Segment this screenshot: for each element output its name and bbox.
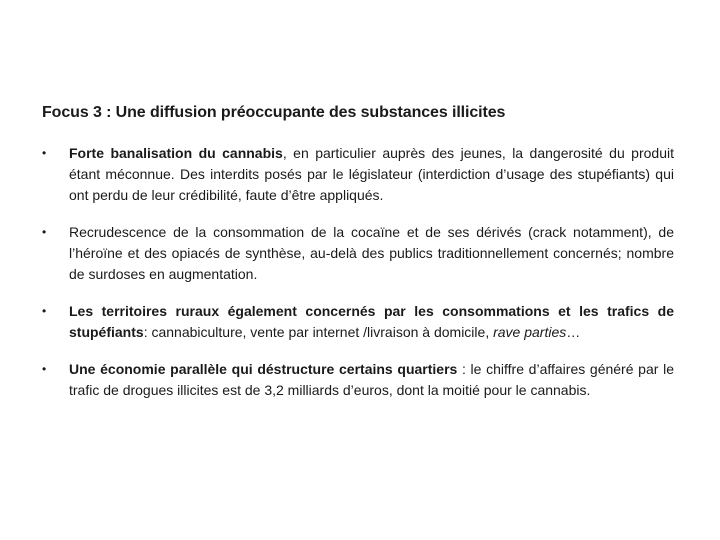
bullet-lead: Les territoires ruraux également concernés par les consommations et les trafics de stupéfiants (69, 303, 674, 340)
bullet-text (69, 222, 674, 285)
bullet-italic: rave parties (493, 324, 567, 340)
bullet-text (69, 143, 674, 206)
bullet-tail: … (566, 324, 581, 340)
bullet-body: , en particulier auprès des jeunes, la dangerosité du produit étant méconnue. Des interdits posés par le législateur (interdiction d’usage des stupéfiants) qui ont perdu de leur crédibilité, faute d’être appliqués. (69, 145, 674, 203)
bullet-body: Recrudescence de la consommation de la cocaïne et de ses dérivés (crack notamment), de l’héroïne et des opiacés de synthèse, au-delà des publics traditionnellement concernés; nombre de surdoses en augmentation. (69, 224, 674, 282)
bullet-item-1 (42, 143, 674, 206)
bullet-lead: Forte banalisation du cannabis (69, 145, 283, 161)
slide-title: Focus 3 : Une diffusion préoccupante des substances illicites (42, 104, 506, 121)
bullet-icon: • (42, 362, 47, 376)
bullet-list (42, 143, 674, 417)
bullet-icon: • (42, 146, 47, 160)
bullet-lead: Une économie parallèle qui déstructure certains quartiers (69, 361, 458, 377)
bullet-item-2 (42, 222, 674, 285)
bullet-text (69, 301, 674, 343)
bullet-body: : cannabiculture, vente par internet /livraison à domicile, (143, 324, 494, 340)
bullet-icon: • (42, 225, 47, 239)
bullet-item-3 (42, 301, 674, 343)
bullet-icon: • (42, 304, 47, 318)
bullet-body: : le chiffre d’affaires généré par le trafic de drogues illicites est de 3,2 milliards d’euros, dont la moitié pour le cannabis. (69, 361, 674, 398)
bullet-item-4 (42, 359, 674, 401)
bullet-text (69, 359, 674, 401)
